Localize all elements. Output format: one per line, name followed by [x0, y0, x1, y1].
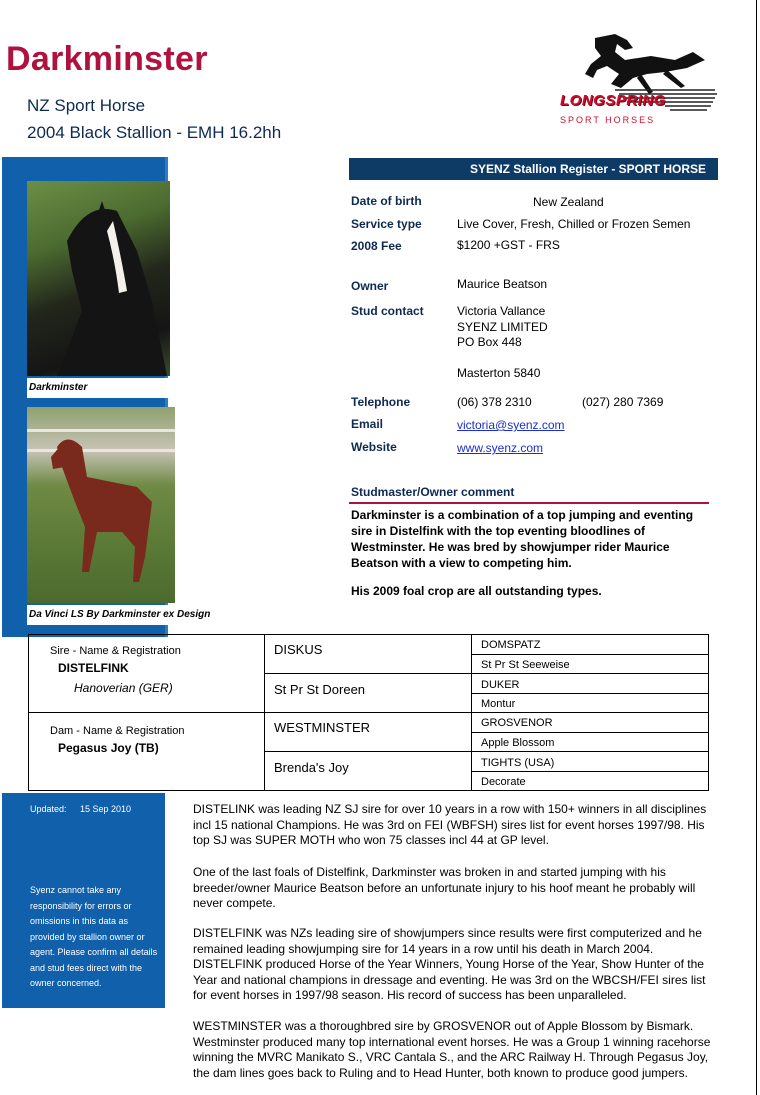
- comment-heading: Studmaster/Owner comment: [351, 485, 515, 499]
- comment-text: Darkminster is a combination of a top jumping and eventing sire in Distelfink with the top eventing bloodlines of Westminster. He was bred by showjumper rider Maurice Beatson with a view to competing him.: [351, 508, 694, 570]
- pedigree-cell: [471, 751, 709, 772]
- ancestor-name: Montur: [481, 698, 516, 710]
- logo-brand: LONGSPRING: [560, 92, 666, 109]
- pedigree-cell: [264, 751, 472, 791]
- body-paragraph: One of the last foals of Distelfink, Darkminster was broken in and started jumping with his breeder/owner Maurice Beatson before an unfortunate injury to his hoof meant he probably will never compete.: [193, 865, 696, 910]
- breed-subtitle: NZ Sport Horse: [27, 96, 146, 115]
- comment-text: His 2009 foal crop are all outstanding types.: [351, 584, 602, 598]
- description-subtitle: 2004 Black Stallion - EMH 16.2hh: [27, 123, 282, 142]
- dob-label: Date of birth: [351, 194, 422, 208]
- grandsire-name: WESTMINSTER: [274, 720, 371, 735]
- ancestor-name: DOMSPATZ: [481, 639, 541, 651]
- service-label: Service type: [351, 217, 422, 231]
- dam-cell: [28, 712, 265, 791]
- stallion-photo: [27, 181, 170, 376]
- body-paragraph: DISTELFINK was NZs leading sire of showjumpers since results were first computerized and he remained leading showjumping sire for 14 years in a row until his death in March 2004. DISTELFINK produced Horse of the Year Winners, Young Horse of the Year, Show Hunter of the Year and national champions in dressage and eventing. He was 3rd on the WBCSH/FEI sires list for event horses in 1997/98 season. His record of success has been unparalleled.: [193, 926, 706, 1002]
- ancestor-name: GROSVENOR: [481, 717, 553, 729]
- photo-caption: Darkminster: [29, 382, 88, 393]
- ancestor-name: Apple Blossom: [481, 737, 555, 749]
- sire-name: DISTELFINK: [58, 661, 129, 675]
- sire-cell: [28, 634, 265, 713]
- register-title: SYENZ Stallion Register - SPORT HORSE: [469, 162, 706, 176]
- telephone-1: (06) 378 2310: [457, 395, 532, 409]
- stud-contact-line: SYENZ LIMITED: [457, 320, 548, 334]
- pedigree-cell: [264, 712, 472, 752]
- sire-breed: Hanoverian (GER): [74, 681, 173, 695]
- ancestor-name: St Pr St Seeweise: [481, 659, 570, 671]
- stud-contact-label: Stud contact: [351, 304, 424, 318]
- pedigree-cell: [471, 771, 709, 791]
- pedigree-cell: [471, 732, 709, 752]
- pedigree-cell: [264, 673, 472, 713]
- email-link[interactable]: victoria@syenz.com: [457, 418, 565, 432]
- page-title: Darkminster: [6, 40, 208, 78]
- telephone-2: (027) 280 7369: [582, 395, 664, 409]
- page-border: [756, 0, 757, 1095]
- pedigree-cell: [264, 634, 472, 674]
- owner-value: Maurice Beatson: [457, 277, 548, 291]
- stud-contact-line: Victoria Vallance: [457, 304, 546, 318]
- dob-value: New Zealand: [533, 195, 604, 209]
- telephone-label: Telephone: [351, 395, 411, 409]
- service-value: Live Cover, Fresh, Chilled or Frozen Semen: [457, 217, 691, 231]
- pedigree-cell: [471, 693, 709, 713]
- ancestor-name: TIGHTS (USA): [481, 757, 555, 769]
- granddam-name: St Pr St Doreen: [274, 682, 366, 697]
- grandsire-name: DISKUS: [274, 642, 323, 657]
- photo-caption: Da Vinci LS By Darkminster ex Design: [29, 609, 211, 620]
- ancestor-name: Decorate: [481, 776, 526, 788]
- body-paragraph: DISTELINK was leading NZ SJ sire for over 10 years in a row with 150+ winners in all disciplines incl 15 national Champions. He was 3rd on FEI (WBFSH) sires list for event horses 1997/98. His top SJ was SUPER MOTH who won 75 classes incl 44 at GP level.: [193, 802, 707, 847]
- fee-label: 2008 Fee: [351, 239, 402, 253]
- logo-subtitle: SPORT HORSES: [560, 115, 656, 125]
- updated-label: Updated:: [30, 804, 67, 814]
- sire-label: Sire - Name & Registration: [50, 645, 181, 657]
- email-label: Email: [351, 417, 384, 431]
- stud-contact-line: PO Box 448: [457, 335, 522, 349]
- website-link[interactable]: www.syenz.com: [457, 441, 544, 455]
- stud-contact-line: Masterton 5840: [457, 366, 541, 380]
- dam-name: Pegasus Joy (TB): [58, 741, 159, 755]
- owner-label: Owner: [351, 279, 389, 293]
- pedigree-cell: [471, 712, 709, 733]
- body-paragraph: WESTMINSTER was a thoroughbred sire by GROSVENOR out of Apple Blossom by Bismark. Westminster produced many top international event horses. He was a Group 1 winning racehorse winning the MVRC Manikato S., VRC Cantala S., and the ARC Railway H. Through Pegasus Joy, the dam lines goes back to Ruling and to Head Hunter, both known to produce good jumpers.: [193, 1019, 711, 1080]
- foal-photo: [27, 407, 175, 603]
- website-label: Website: [351, 440, 397, 454]
- comment-divider: [349, 502, 709, 504]
- dam-label: Dam - Name & Registration: [50, 725, 185, 737]
- fee-value: $1200 +GST - FRS: [457, 238, 560, 252]
- ancestor-name: DUKER: [481, 679, 520, 691]
- pedigree-cell: [471, 634, 709, 655]
- granddam-name: Brenda's Joy: [274, 760, 349, 775]
- updated-date: 15 Sep 2010: [80, 804, 132, 814]
- disclaimer-text: Syenz cannot take any responsibility for errors or omissions in this data as provided by stallion owner or agent. Please confirm all details and stud fees direct with the owner concerned.: [30, 885, 158, 988]
- pedigree-cell: [471, 673, 709, 694]
- pedigree-cell: [471, 654, 709, 674]
